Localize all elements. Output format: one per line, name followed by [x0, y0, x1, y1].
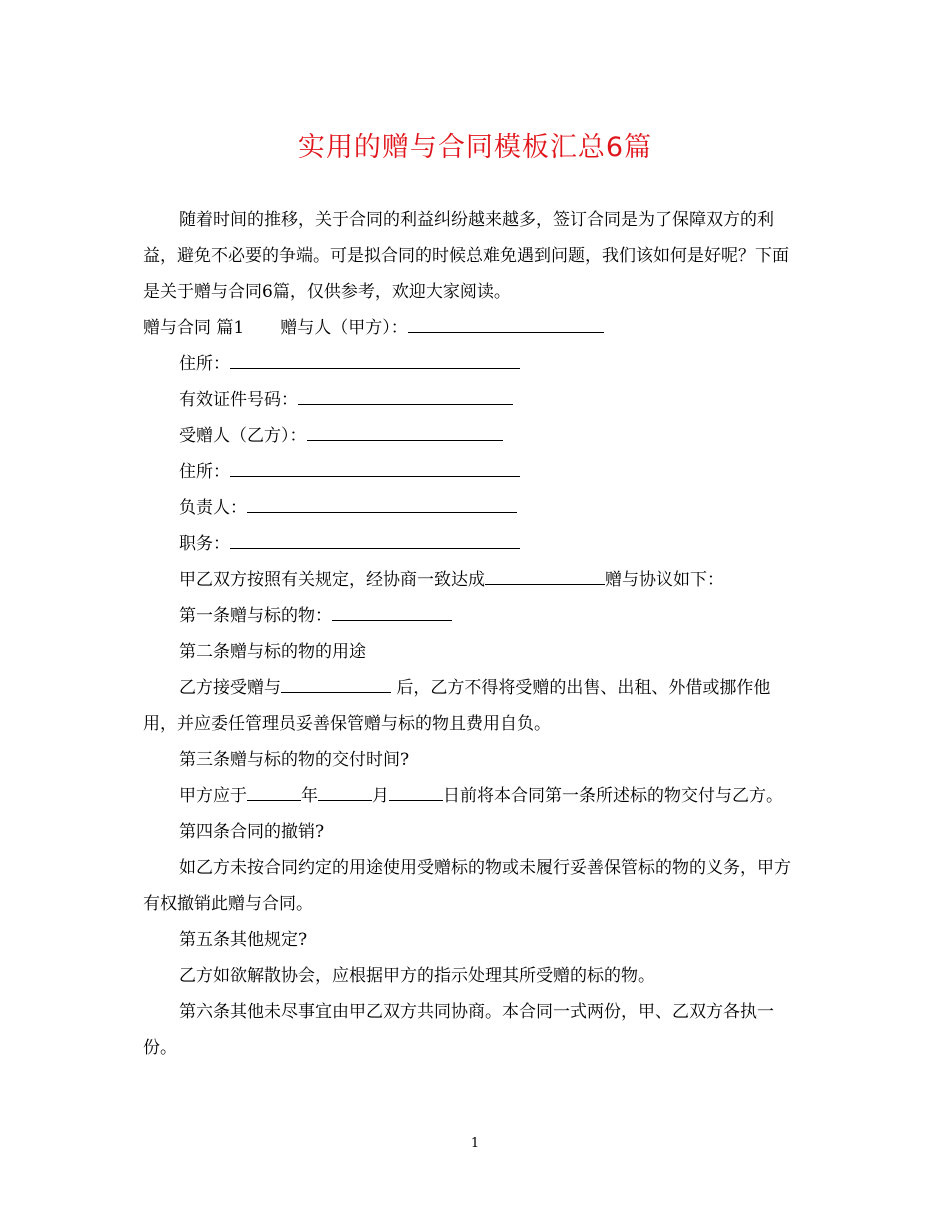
article3-text: 日前将本合同第一条所述标的物交付与乙方。	[443, 786, 783, 806]
article5-paragraph: 乙方如欲解散协会，应根据甲方的指示处理其所受赠的标的物。	[179, 966, 655, 986]
article1-line	[143, 598, 798, 634]
donor-address-label: 住所：	[179, 354, 230, 374]
article2-title: 第二条赠与标的物的用途	[179, 642, 366, 662]
year-blank	[247, 782, 301, 801]
article1-blank	[332, 602, 452, 621]
article1-label: 第一条赠与标的物：	[179, 606, 332, 626]
document-body	[143, 202, 798, 1066]
section-label: 赠与合同 篇1	[143, 318, 245, 338]
article3-paragraph	[143, 778, 798, 814]
article6-paragraph: 第六条其他未尽事宜由甲乙双方共同协商。本合同一式两份，甲、乙双方各执一份。	[143, 1002, 774, 1058]
article3-prefix: 甲方应于	[179, 786, 247, 806]
responsible-blank	[247, 494, 517, 513]
agreement-blank	[485, 566, 605, 585]
donor-address-blank	[230, 350, 520, 369]
id-number-label: 有效证件号码：	[179, 390, 298, 410]
article2-blank	[281, 674, 391, 693]
article5-title: 第五条其他规定?	[179, 930, 308, 950]
donor-name-blank	[408, 314, 604, 333]
article2-paragraph	[143, 670, 798, 742]
document-title: 实用的赠与合同模板汇总6篇	[297, 132, 653, 163]
agreement-prefix: 甲乙双方按照有关规定，经协商一致达成	[179, 570, 485, 590]
article2-prefix: 乙方接受赠与	[179, 678, 281, 698]
responsible-line	[143, 490, 798, 526]
article2-text: 后，乙方不得将受赠的出售、出租、外借或挪作他用，并应委任管理员妥善保管赠与标的物且费用自负。	[143, 678, 771, 734]
responsible-label: 负责人：	[179, 498, 247, 518]
month-blank	[318, 782, 372, 801]
position-label: 职务：	[179, 534, 230, 554]
donee-name-blank	[307, 422, 503, 441]
donor-address-line	[143, 346, 798, 382]
intro-paragraph: 随着时间的推移，关于合同的利益纠纷越来越多，签订合同是为了保障双方的利益，避免不必要的争端。可是拟合同的时候总难免遇到问题，我们该如何是好呢？下面是关于赠与合同6篇，仅供参考，欢迎大家阅读。	[143, 210, 789, 302]
donee-address-label: 住所：	[179, 462, 230, 482]
article3-title: 第三条赠与标的物的交付时间?	[179, 750, 410, 770]
id-number-blank	[298, 386, 513, 405]
agreement-suffix: 赠与协议如下：	[605, 570, 724, 590]
position-line	[143, 526, 798, 562]
donor-line	[143, 310, 798, 346]
donee-label: 受赠人（乙方）：	[179, 426, 307, 446]
donee-line	[143, 418, 798, 454]
position-blank	[230, 530, 520, 549]
donee-address-line	[143, 454, 798, 490]
id-number-line	[143, 382, 798, 418]
agreement-line	[143, 562, 798, 598]
article4-paragraph: 如乙方未按合同约定的用途使用受赠标的物或未履行妥善保管标的物的义务，甲方有权撤销此赠与合同。	[143, 858, 791, 914]
page-number: 1	[470, 1136, 480, 1151]
article3-month: 月	[372, 786, 389, 806]
article3-year: 年	[301, 786, 318, 806]
donor-label: 赠与人（甲方）：	[280, 318, 408, 338]
day-blank	[389, 782, 443, 801]
article4-title: 第四条合同的撤销?	[179, 822, 325, 842]
donee-address-blank	[230, 458, 520, 477]
